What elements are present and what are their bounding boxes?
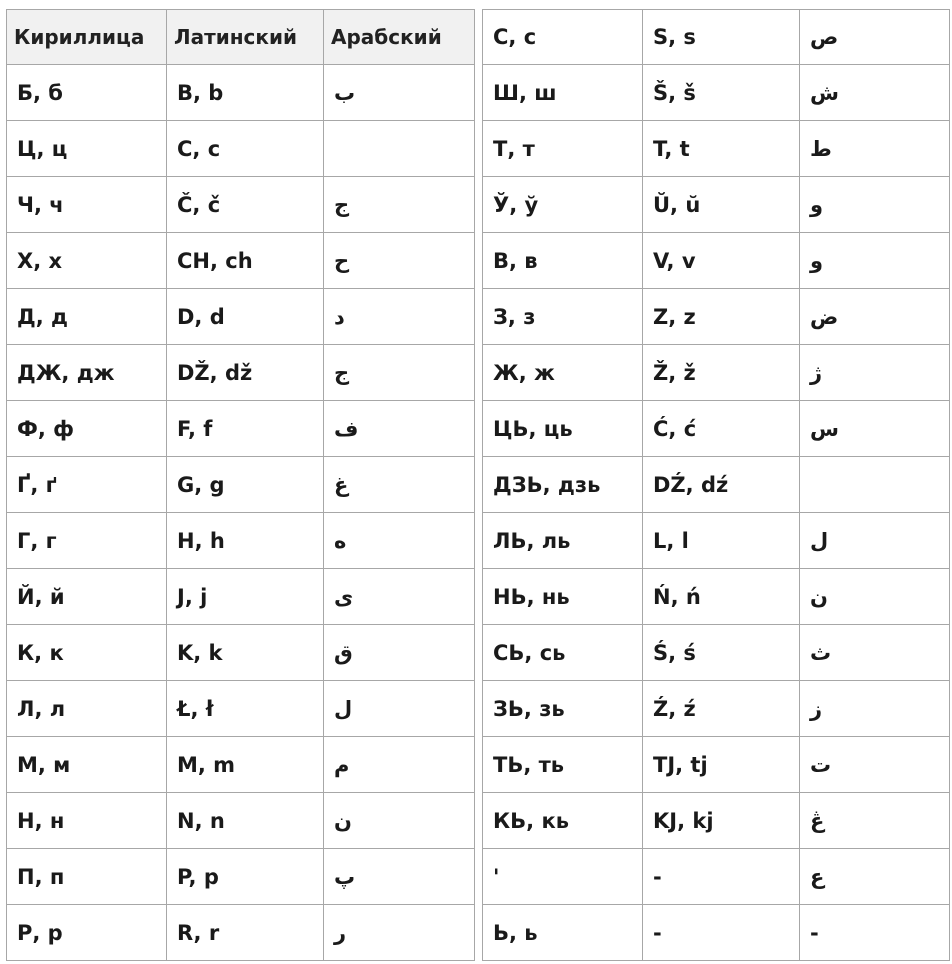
arabic-cell: پ: [324, 849, 475, 905]
cyrillic-cell: ЗЬ, зь: [483, 681, 643, 737]
arabic-cell: ض: [800, 289, 950, 345]
latin-cell: Š, š: [643, 65, 800, 121]
latin-cell: J, j: [167, 569, 324, 625]
left-table: [6, 9, 475, 961]
arabic-cell: ن: [324, 793, 475, 849]
table-row: [483, 65, 950, 121]
table-row: [7, 457, 475, 513]
latin-cell: CH, ch: [167, 233, 324, 289]
latin-cell: T, t: [643, 121, 800, 177]
latin-cell: Ź, ź: [643, 681, 800, 737]
cyrillic-cell: Г, г: [7, 513, 167, 569]
table-row: [483, 177, 950, 233]
latin-cell: S, s: [643, 10, 800, 65]
cyrillic-cell: Ґ, ґ: [7, 457, 167, 513]
cyrillic-cell: Ж, ж: [483, 345, 643, 401]
arabic-cell: ع: [800, 849, 950, 905]
latin-cell: -: [643, 849, 800, 905]
cyrillic-cell: Ў, ў: [483, 177, 643, 233]
latin-cell: Ŭ, ŭ: [643, 177, 800, 233]
table-row: [7, 233, 475, 289]
latin-cell: DŹ, dź: [643, 457, 800, 513]
table-row: [483, 681, 950, 737]
cyrillic-cell: Х, х: [7, 233, 167, 289]
cyrillic-cell: Б, б: [7, 65, 167, 121]
left-table-body: [7, 10, 475, 961]
table-row: [7, 65, 475, 121]
cyrillic-cell: З, з: [483, 289, 643, 345]
cyrillic-cell: СЬ, сь: [483, 625, 643, 681]
latin-cell: H, h: [167, 513, 324, 569]
arabic-cell: س: [800, 401, 950, 457]
cyrillic-cell: С, с: [483, 10, 643, 65]
table-row: [7, 737, 475, 793]
cyrillic-cell: К, к: [7, 625, 167, 681]
cyrillic-cell: Л, л: [7, 681, 167, 737]
arabic-cell: [324, 121, 475, 177]
arabic-cell: ص: [800, 10, 950, 65]
arabic-cell: ر: [324, 905, 475, 961]
arabic-cell: ڠ: [800, 793, 950, 849]
latin-cell: L, l: [643, 513, 800, 569]
latin-cell: Ń, ń: [643, 569, 800, 625]
cyrillic-cell: В, в: [483, 233, 643, 289]
latin-cell: -: [643, 905, 800, 961]
latin-cell: Ć, ć: [643, 401, 800, 457]
cyrillic-cell: ЛЬ, ль: [483, 513, 643, 569]
table-row: [483, 401, 950, 457]
arabic-cell: ه: [324, 513, 475, 569]
latin-cell: Ž, ž: [643, 345, 800, 401]
arabic-cell: ژ: [800, 345, 950, 401]
arabic-cell: ب: [324, 65, 475, 121]
latin-cell: Ś, ś: [643, 625, 800, 681]
table-row: [7, 849, 475, 905]
cyrillic-cell: ДЗЬ, дзь: [483, 457, 643, 513]
table-row: [483, 345, 950, 401]
arabic-cell: م: [324, 737, 475, 793]
right-table: [482, 9, 950, 961]
table-row: [7, 905, 475, 961]
latin-cell: M, m: [167, 737, 324, 793]
right-table-body: [483, 10, 950, 961]
arabic-cell: ل: [324, 681, 475, 737]
latin-cell: C, c: [167, 121, 324, 177]
latin-cell: P, p: [167, 849, 324, 905]
cyrillic-cell: М, м: [7, 737, 167, 793]
table-row: [7, 793, 475, 849]
table-row: [483, 457, 950, 513]
table-row: [7, 121, 475, 177]
table-row: [7, 513, 475, 569]
table-row: [483, 905, 950, 961]
table-row: [7, 177, 475, 233]
latin-cell: Ł, ł: [167, 681, 324, 737]
latin-cell: F, f: [167, 401, 324, 457]
cyrillic-cell: Ф, ф: [7, 401, 167, 457]
cyrillic-cell: Й, й: [7, 569, 167, 625]
arabic-cell: ق: [324, 625, 475, 681]
table-row: [483, 121, 950, 177]
cyrillic-cell: Т, т: [483, 121, 643, 177]
arabic-cell: ت: [800, 737, 950, 793]
header-latin: Латинский: [167, 10, 324, 65]
arabic-cell: -: [800, 905, 950, 961]
arabic-cell: ح: [324, 233, 475, 289]
cyrillic-cell: Ь, ь: [483, 905, 643, 961]
latin-cell: V, v: [643, 233, 800, 289]
cyrillic-cell: ТЬ, ть: [483, 737, 643, 793]
table-row: [483, 233, 950, 289]
cyrillic-cell: Н, н: [7, 793, 167, 849]
cyrillic-cell: П, п: [7, 849, 167, 905]
latin-cell: G, g: [167, 457, 324, 513]
arabic-cell: د: [324, 289, 475, 345]
latin-cell: TJ, tj: [643, 737, 800, 793]
arabic-cell: [800, 457, 950, 513]
cyrillic-cell: КЬ, кь: [483, 793, 643, 849]
arabic-cell: ل: [800, 513, 950, 569]
table-row: [7, 569, 475, 625]
latin-cell: Z, z: [643, 289, 800, 345]
table-row: [483, 793, 950, 849]
table-row: [483, 849, 950, 905]
table-row: [483, 289, 950, 345]
cyrillic-cell: НЬ, нь: [483, 569, 643, 625]
header-row: [7, 10, 475, 65]
cyrillic-cell: ': [483, 849, 643, 905]
cyrillic-cell: ДЖ, дж: [7, 345, 167, 401]
arabic-cell: ز: [800, 681, 950, 737]
header-arabic: Арабский: [324, 10, 475, 65]
arabic-cell: ج: [324, 177, 475, 233]
latin-cell: KJ, kj: [643, 793, 800, 849]
table-row: [483, 625, 950, 681]
latin-cell: D, d: [167, 289, 324, 345]
latin-cell: DŽ, dž: [167, 345, 324, 401]
table-row: [483, 10, 950, 65]
table-row: [7, 289, 475, 345]
latin-cell: Č, č: [167, 177, 324, 233]
cyrillic-cell: Ш, ш: [483, 65, 643, 121]
cyrillic-cell: Р, р: [7, 905, 167, 961]
arabic-cell: ن: [800, 569, 950, 625]
cyrillic-cell: ЦЬ, ць: [483, 401, 643, 457]
cyrillic-cell: Д, д: [7, 289, 167, 345]
cyrillic-cell: Ч, ч: [7, 177, 167, 233]
arabic-cell: ى: [324, 569, 475, 625]
table-row: [483, 569, 950, 625]
latin-cell: N, n: [167, 793, 324, 849]
arabic-cell: غ: [324, 457, 475, 513]
latin-cell: R, r: [167, 905, 324, 961]
latin-cell: K, k: [167, 625, 324, 681]
arabic-cell: ف: [324, 401, 475, 457]
arabic-cell: و: [800, 177, 950, 233]
cyrillic-cell: Ц, ц: [7, 121, 167, 177]
header-cyrillic: Кириллица: [7, 10, 167, 65]
arabic-cell: ج: [324, 345, 475, 401]
table-row: [7, 345, 475, 401]
arabic-cell: ث: [800, 625, 950, 681]
table-row: [7, 681, 475, 737]
arabic-cell: ش: [800, 65, 950, 121]
table-row: [7, 625, 475, 681]
table-row: [7, 401, 475, 457]
arabic-cell: ط: [800, 121, 950, 177]
latin-cell: B, b: [167, 65, 324, 121]
arabic-cell: و: [800, 233, 950, 289]
table-row: [483, 513, 950, 569]
table-row: [483, 737, 950, 793]
